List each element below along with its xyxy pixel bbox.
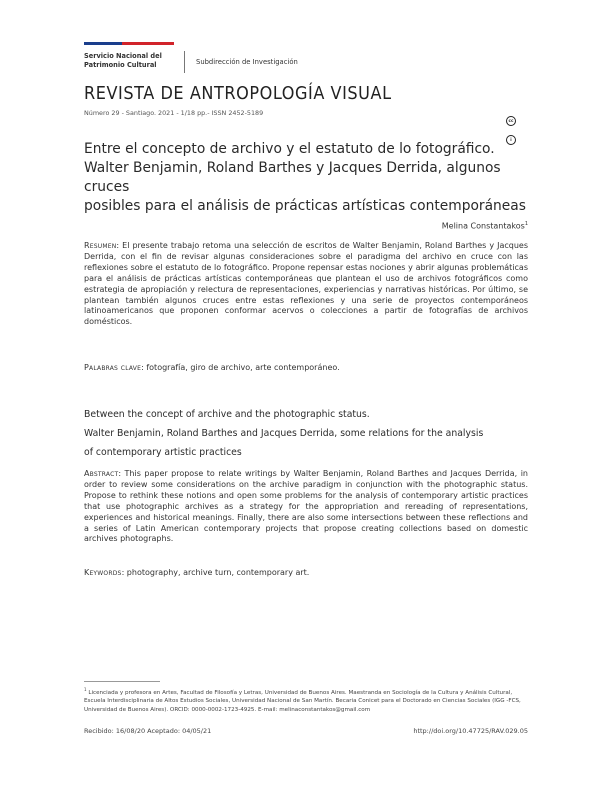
doi-link[interactable]: http://doi.org/10.47725/RAV.029.05 xyxy=(413,727,528,735)
keywords-label: Keywords xyxy=(84,568,122,577)
abstract xyxy=(84,469,528,545)
author-note-mark[interactable]: 1 xyxy=(524,221,528,227)
cc-by-icon[interactable] xyxy=(506,107,527,142)
resumen xyxy=(84,241,528,328)
abstract-text: : This paper propose to relate writings by Walter Benjamin, Roland Barthes and Jacques Derrida, in order to review some considerations on the archive paradigm in conjunction with the photographic status. Propose to rethink these notions and open some problems for the analysis of contemporary artistic practices that use photographic archives as a strategy for the appropriation and rereading of representations, experiences and historical meanings. Finally, there are also some intersections between these reflections and a series of Latin American contemporary projects that propose creating collections based on domestic archives photographs. xyxy=(84,469,528,544)
footnote xyxy=(84,686,530,714)
author-name: Melina Constantakos xyxy=(441,221,525,231)
palabras-clave xyxy=(84,363,528,372)
keywords-text: : photography, archive turn, contemporary art. xyxy=(121,568,310,577)
keywords xyxy=(84,568,528,577)
footnote-text: Licenciada y profesora en Artes, Facultad de Filosofía y Letras, Universidad de Buenos Aires. Maestranda en Sociología de la Cultura y Análisis Cultural, Escuela Interdisciplinaria de Altos Estudios Sociales, Universidad Nacional de San Martín. Becaria Conicet para el Doctorado en Ciencias Sociales (IGG -FCS, Universidad de Buenos Aires). ORCID: 0000-0002-1723-4925. E-mail: melinaconstantakos@gmail.com xyxy=(84,689,521,713)
journal-name: REVISTA DE ANTROPOLOGÍA VISUAL xyxy=(84,84,392,104)
institution-line-2: Patrimonio Cultural xyxy=(84,61,157,69)
english-title xyxy=(84,405,528,462)
institution-flag-stripe xyxy=(84,42,174,45)
author xyxy=(442,221,528,231)
issue-info: Número 29 - Santiago. 2021 - 1/18 pp.- ISSN 2452-5189 xyxy=(84,109,264,117)
article-title xyxy=(84,140,534,216)
institution-line-1: Servicio Nacional del xyxy=(84,52,162,60)
resumen-text: : El presente trabajo retoma una selección de escritos de Walter Benjamin, Roland Barthes y Jacques Derrida, con el fin de revisar algunas consideraciones sobre el paradigma del archivo en cruce con las reflexiones sobre el estatuto de lo fotográfico. Propone repensar estas nociones y abrir algunas problemáticas para el análisis de prácticas artísticas contemporáneas que plantean el uso de archivos fotográficos como estrategia de apropiación y relectura de representaciones, experiencias y narrativas históricas. Por último, se plantean también algunos cruces entre estas reflexiones y una serie de proyectos contemporáneos latinoamericanos que proponen conformar acervos o colecciones a partir de fotografías de archivos domésticos. xyxy=(84,241,528,327)
institution-name xyxy=(84,52,162,70)
subdireccion-label: Subdirección de Investigación xyxy=(196,58,298,66)
received-accepted-dates: Recibido: 16/08/20 Aceptado: 04/05/21 xyxy=(84,727,212,735)
footnote-rule xyxy=(84,681,160,682)
abstract-label: Abstract xyxy=(84,469,119,478)
header-divider xyxy=(184,51,185,73)
palabras-clave-label: Palabras clave xyxy=(84,363,142,372)
cc-icon: cc xyxy=(506,116,516,126)
resumen-label: Resumen xyxy=(84,241,117,250)
by-icon: i xyxy=(506,135,516,145)
en-title-line-2: Walter Benjamin, Roland Barthes and Jacques Derrida, some relations for the analysis xyxy=(84,428,484,439)
title-line-1: Entre el concepto de archivo y el estatuto de lo fotográfico. xyxy=(84,141,495,157)
footnote-mark: 1 xyxy=(84,687,87,692)
en-title-line-3: of contemporary artistic practices xyxy=(84,447,242,458)
en-title-line-1: Between the concept of archive and the photographic status. xyxy=(84,409,370,420)
palabras-clave-text: : fotografía, giro de archivo, arte contemporáneo. xyxy=(141,363,340,372)
title-line-2: Walter Benjamin, Roland Barthes y Jacques Derrida, algunos cruces xyxy=(84,160,501,195)
title-line-3: posibles para el análisis de prácticas artísticas contemporáneas xyxy=(84,198,526,214)
